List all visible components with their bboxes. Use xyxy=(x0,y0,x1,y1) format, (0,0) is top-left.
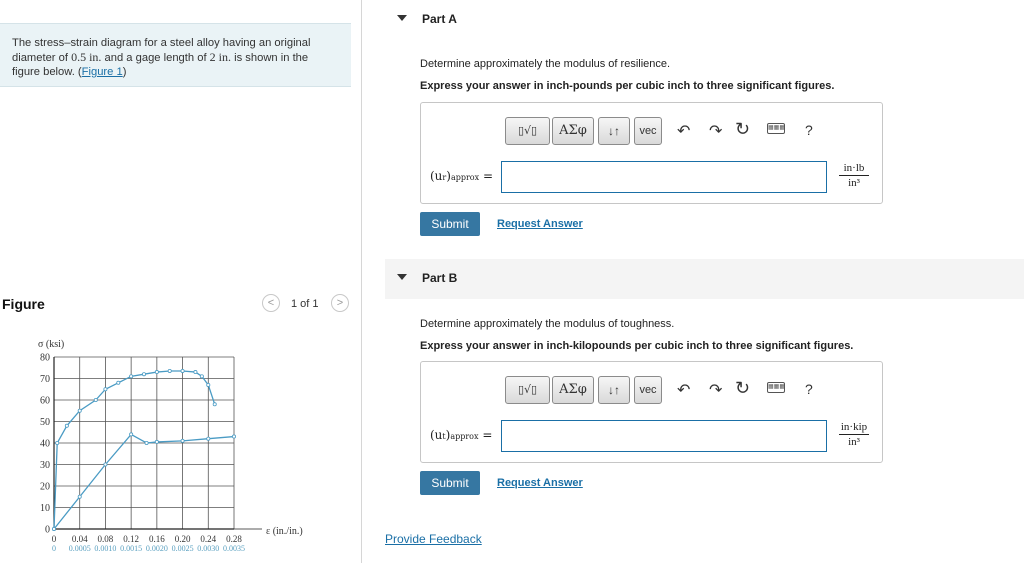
data-point xyxy=(155,370,158,373)
data-point xyxy=(78,409,81,412)
data-point xyxy=(65,424,68,427)
problem-text: and a gage length of xyxy=(101,52,210,64)
greek-symbols-button[interactable]: ΑΣφ xyxy=(552,376,594,404)
part-b-variable-label xyxy=(430,428,492,442)
data-point xyxy=(181,369,184,372)
caret-down-icon[interactable] xyxy=(397,15,407,21)
data-point xyxy=(104,463,107,466)
y-tick-label: 0 xyxy=(45,524,50,536)
chevron-right-icon[interactable]: > xyxy=(331,294,349,312)
vector-button[interactable]: vec xyxy=(634,376,662,404)
part-b-answer-box xyxy=(420,361,883,463)
part-a-request-answer-link[interactable]: Request Answer xyxy=(497,218,583,230)
data-point xyxy=(104,388,107,391)
x-bottom-tick-label: 0.0020 xyxy=(145,544,168,553)
undo-icon[interactable]: ↶ xyxy=(677,123,691,140)
y-tick-label: 10 xyxy=(40,503,50,514)
var-sub: r xyxy=(442,173,447,182)
part-a-question: Determine approximately the modulus of resilience. xyxy=(420,58,671,70)
undo-icon[interactable]: ↶ xyxy=(677,382,691,399)
diameter-value: 0.5 in. xyxy=(71,50,102,64)
var-text: (u xyxy=(430,428,443,442)
data-point xyxy=(52,527,55,530)
part-a-variable-label xyxy=(430,169,493,183)
data-point xyxy=(200,375,203,378)
x-bottom-tick-label: 0.0030 xyxy=(197,544,220,553)
var-text: ) xyxy=(445,428,451,442)
reset-icon[interactable]: ↻ xyxy=(735,378,751,398)
part-a-header[interactable] xyxy=(385,0,1024,40)
problem-text: ) xyxy=(122,66,127,78)
data-point xyxy=(207,437,210,440)
data-point xyxy=(145,441,148,444)
x-top-tick-label: 0.12 xyxy=(123,534,140,544)
problem-line-2 xyxy=(12,50,341,65)
equals-sign: = xyxy=(482,169,493,183)
figure-title: Figure xyxy=(2,296,45,312)
x-axis-label: ε (in./in.) xyxy=(266,526,303,537)
y-tick-label: 70 xyxy=(40,374,50,385)
part-a-label: Part A xyxy=(422,12,457,26)
problem-text: diameter of xyxy=(12,52,72,64)
problem-line-1: The stress–strain diagram for a steel alloy having an original xyxy=(12,37,311,49)
x-top-tick-label: 0.24 xyxy=(200,534,217,544)
vector-button[interactable]: vec xyxy=(634,117,662,145)
problem-statement xyxy=(0,23,351,87)
part-a-answer-input[interactable] xyxy=(501,161,827,193)
templates-button[interactable]: ▯√▯ xyxy=(505,117,550,145)
x-bottom-tick-label: 0 xyxy=(52,544,56,553)
x-bottom-tick-label: 0.0010 xyxy=(94,544,117,553)
data-point xyxy=(213,403,216,406)
data-point xyxy=(155,440,158,443)
data-point xyxy=(117,381,120,384)
y-axis-label: σ (ksi) xyxy=(38,339,65,350)
data-point xyxy=(232,435,235,438)
problem-text: figure below. ( xyxy=(12,66,82,78)
var-subscript: approx xyxy=(450,173,480,182)
figure-link[interactable]: Figure 1 xyxy=(81,66,123,78)
templates-button[interactable]: ▯√▯ xyxy=(505,376,550,404)
chart-ticks xyxy=(40,353,245,554)
math-toolbar xyxy=(505,376,815,404)
stress-strain-chart xyxy=(0,330,360,563)
series-line-bottom xyxy=(54,434,234,529)
greek-symbols-button[interactable]: ΑΣφ xyxy=(552,117,594,145)
y-tick-label: 40 xyxy=(40,438,50,450)
gage-value: 2 in. xyxy=(209,50,232,64)
part-a-submit-button[interactable]: Submit xyxy=(420,212,480,236)
x-bottom-tick-label: 0.0005 xyxy=(68,544,91,553)
provide-feedback-link[interactable]: Provide Feedback xyxy=(385,532,482,546)
series-line-top xyxy=(54,371,215,529)
x-bottom-tick-label: 0.0035 xyxy=(223,544,245,553)
part-b-question: Determine approximately the modulus of toughness. xyxy=(420,318,675,330)
unit-numerator: in·kip xyxy=(840,421,868,433)
data-point xyxy=(168,369,171,372)
keyboard-icon[interactable]: ▦▦▦ xyxy=(767,123,785,134)
problem-text: is shown in the xyxy=(231,52,309,64)
part-b-instruction: Express your answer in inch-kilopounds per cubic inch to three significant figures. xyxy=(420,340,854,352)
chevron-left-icon[interactable]: < xyxy=(262,294,280,312)
unit-denominator: in³ xyxy=(848,177,860,189)
y-tick-label: 30 xyxy=(40,460,50,471)
panel-divider xyxy=(361,0,362,563)
keyboard-icon[interactable]: ▦▦▦ xyxy=(767,382,785,393)
x-bottom-tick-label: 0.0025 xyxy=(171,544,194,553)
data-point xyxy=(94,398,97,401)
y-tick-label: 80 xyxy=(40,352,50,364)
help-icon[interactable]: ? xyxy=(805,381,813,397)
redo-icon[interactable]: ↷ xyxy=(709,382,723,399)
part-b-unit xyxy=(839,421,869,448)
redo-icon[interactable]: ↷ xyxy=(709,123,723,140)
data-point xyxy=(181,439,184,442)
x-top-tick-label: 0.28 xyxy=(226,534,242,544)
part-a-unit xyxy=(839,162,869,189)
data-point xyxy=(142,373,145,376)
figure-header xyxy=(0,294,351,316)
data-point xyxy=(78,495,81,498)
caret-down-icon[interactable] xyxy=(397,274,407,280)
var-sub: t xyxy=(442,432,446,441)
data-point xyxy=(56,441,59,444)
data-point xyxy=(130,433,133,436)
var-subscript: approx xyxy=(450,432,479,441)
part-a-answer-box xyxy=(420,102,883,204)
part-b-submit-button[interactable]: Submit xyxy=(420,471,480,495)
part-b-header[interactable] xyxy=(385,259,1024,299)
part-b-answer-input[interactable] xyxy=(501,420,827,452)
subscript-superscript-button[interactable]: ↓↑ xyxy=(598,376,630,404)
equals-sign: = xyxy=(482,428,493,442)
part-a-instruction: Express your answer in inch-pounds per cubic inch to three significant figures. xyxy=(420,80,835,92)
data-point xyxy=(207,383,210,386)
part-b-label: Part B xyxy=(422,271,458,285)
var-text: ) xyxy=(446,169,451,183)
subscript-superscript-button[interactable]: ↓↑ xyxy=(598,117,630,145)
reset-icon[interactable]: ↻ xyxy=(735,119,751,139)
help-icon[interactable]: ? xyxy=(805,122,813,138)
x-top-tick-label: 0.16 xyxy=(148,534,165,544)
x-top-tick-label: 0.04 xyxy=(71,534,88,544)
y-tick-label: 20 xyxy=(40,481,50,493)
var-text: (u xyxy=(430,169,443,183)
data-point xyxy=(194,370,197,373)
unit-numerator: in·lb xyxy=(839,162,869,176)
unit-denominator: in³ xyxy=(848,436,860,448)
part-b-request-answer-link[interactable]: Request Answer xyxy=(497,477,583,489)
data-point xyxy=(130,375,133,378)
math-toolbar xyxy=(505,117,815,145)
figure-pager-count: 1 of 1 xyxy=(291,298,319,310)
y-tick-label: 50 xyxy=(40,417,50,428)
problem-line-3 xyxy=(12,65,341,79)
x-top-tick-label: 0.20 xyxy=(174,534,191,544)
x-top-tick-label: 0 xyxy=(51,534,57,544)
x-bottom-tick-label: 0.0015 xyxy=(120,544,143,553)
x-top-tick-label: 0.08 xyxy=(97,534,114,544)
y-tick-label: 60 xyxy=(40,395,50,407)
